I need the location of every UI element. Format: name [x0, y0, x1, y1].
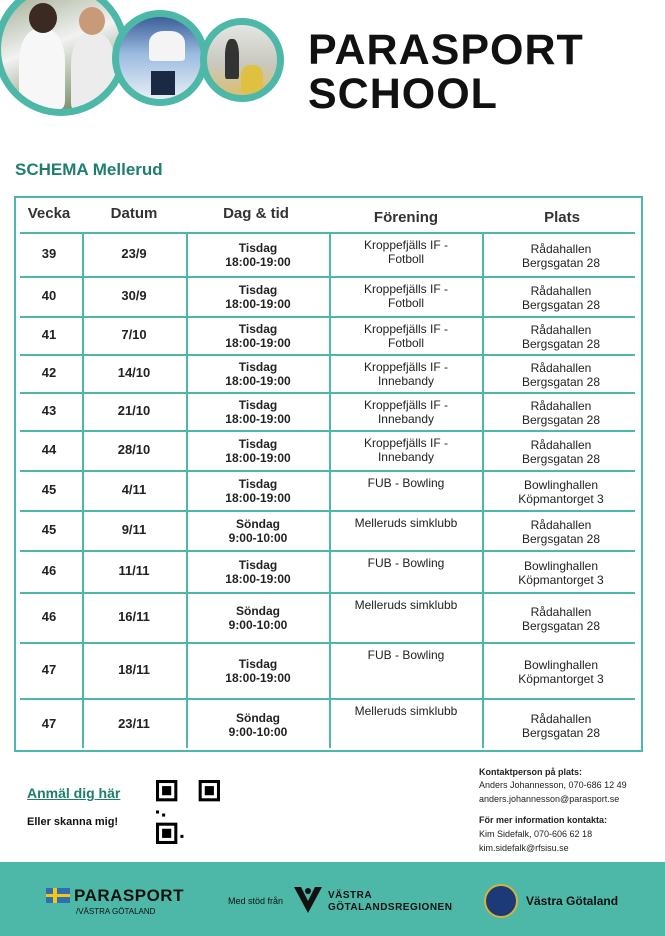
table-row-club	[331, 322, 481, 350]
table-row-daytime	[188, 711, 328, 739]
table-row-club-line1: Melleruds simklubb	[354, 704, 458, 718]
schedule-title: SCHEMA Mellerud	[15, 160, 163, 179]
contact-line-2: Kim Sidefalk, 070-606 62 18	[479, 829, 593, 839]
table-row-date: 14/10	[117, 365, 151, 380]
table-row-place	[484, 438, 638, 466]
table-row-week: 46	[41, 563, 57, 578]
table-row-place-line2: Bergsgatan 28	[521, 619, 601, 633]
table-row-place-line2: Bergsgatan 28	[521, 298, 601, 312]
table-row-day: Tisdag	[238, 558, 278, 572]
table-row-club-line2: Fotboll	[387, 336, 425, 350]
table-row-time: 18:00-19:00	[225, 336, 291, 350]
table-row-place-line2: Bergsgatan 28	[521, 337, 601, 351]
table-row-club-line2: Innebandy	[377, 412, 435, 426]
table-row-club	[331, 238, 481, 266]
table-row-place	[484, 323, 638, 351]
table-row-day: Tisdag	[238, 283, 278, 297]
parasport-logo-name: PARASPORT	[74, 886, 184, 905]
row-divider	[20, 592, 635, 594]
table-row-club	[331, 704, 481, 718]
table-row-place-line2: Bergsgatan 28	[521, 256, 601, 270]
swedish-flag-icon	[46, 888, 70, 903]
row-divider	[20, 698, 635, 700]
table-row-club-line2: Innebandy	[377, 450, 435, 464]
table-row-daytime	[188, 477, 328, 505]
column-header: Förening	[373, 209, 439, 226]
rf-sisu-badge-icon	[484, 884, 518, 918]
table-row-club	[331, 516, 481, 530]
table-row-day: Tisdag	[238, 657, 278, 671]
table-row-week: 45	[41, 522, 57, 537]
page-title	[308, 28, 584, 116]
column-header: Dag & tid	[223, 205, 289, 222]
table-row-daytime	[188, 360, 328, 388]
column-header: Plats	[544, 209, 580, 226]
row-divider	[20, 510, 635, 512]
row-divider	[20, 316, 635, 318]
table-row-date: 28/10	[117, 442, 151, 457]
table-row-day: Söndag	[236, 517, 280, 531]
table-row-club-line1: Melleruds simklubb	[354, 598, 458, 612]
table-row-date: 16/11	[118, 609, 150, 624]
table-row-time: 18:00-19:00	[225, 374, 291, 388]
table-row-time: 9:00-10:00	[228, 531, 288, 545]
table-row-place	[484, 478, 638, 506]
table-row-date: 23/11	[118, 716, 150, 731]
column-header: Vecka	[27, 205, 71, 222]
table-row-club-line1: Melleruds simklubb	[354, 516, 458, 530]
table-row-club-line2: Fotboll	[387, 252, 425, 266]
table-row-place	[484, 242, 638, 270]
table-row-place-line1: Rådahallen	[530, 712, 592, 726]
table-row-place	[484, 284, 638, 312]
table-row-week: 42	[41, 365, 57, 380]
table-row-club-line1: Kroppefjälls IF -	[363, 360, 449, 374]
table-row-daytime	[188, 322, 328, 350]
table-row-time: 9:00-10:00	[228, 618, 288, 632]
row-divider	[20, 276, 635, 278]
table-row-date: 30/9	[121, 288, 147, 303]
table-row-club	[331, 360, 481, 388]
row-divider	[20, 470, 635, 472]
hero-photo-wheelchair	[200, 18, 284, 102]
contact-email-2[interactable]: kim.sidefalk@rfsisu.se	[479, 843, 569, 853]
table-row-place-line1: Rådahallen	[530, 242, 592, 256]
table-row-place	[484, 605, 638, 633]
hero-photo-athletics	[112, 10, 208, 106]
parasport-logo-sub: /VÄSTRA GÖTALAND	[76, 907, 156, 916]
table-row-week: 44	[41, 442, 57, 457]
qr-code[interactable]	[156, 780, 220, 844]
table-row-place-line1: Rådahallen	[530, 399, 592, 413]
table-row-place-line2: Bergsgatan 28	[521, 413, 601, 427]
table-row-time: 18:00-19:00	[225, 572, 291, 586]
table-row-day: Söndag	[236, 711, 280, 725]
table-row-time: 9:00-10:00	[228, 725, 288, 739]
table-row-club	[331, 282, 481, 310]
table-row-week: 43	[41, 403, 57, 418]
table-row-day: Tisdag	[238, 437, 278, 451]
table-row-club-line1: Kroppefjälls IF -	[363, 282, 449, 296]
table-row-day: Tisdag	[238, 360, 278, 374]
table-row-day: Tisdag	[238, 477, 278, 491]
table-row-daytime	[188, 558, 328, 586]
region-name-1: VÄSTRA	[328, 890, 373, 901]
table-row-time: 18:00-19:00	[225, 491, 291, 505]
contact-heading: Kontaktperson på plats:	[479, 767, 583, 777]
table-row-day: Söndag	[236, 604, 280, 618]
table-row-daytime	[188, 604, 328, 632]
table-row-daytime	[188, 241, 328, 269]
table-row-place-line1: Rådahallen	[530, 438, 592, 452]
table-row-place-line2: Köpmantorget 3	[518, 492, 604, 506]
hero-photo-football	[0, 0, 128, 116]
row-divider	[20, 392, 635, 394]
table-row-place-line1: Rådahallen	[530, 323, 592, 337]
table-row-club	[331, 476, 481, 490]
table-row-place-line2: Bergsgatan 28	[521, 532, 601, 546]
scan-label: Eller skanna mig!	[27, 816, 119, 828]
table-row-place-line1: Rådahallen	[530, 605, 592, 619]
table-row-daytime	[188, 398, 328, 426]
table-row-date: 11/11	[118, 563, 150, 578]
table-row-place-line1: Bowlinghallen	[523, 478, 599, 492]
table-row-week: 46	[41, 609, 57, 624]
table-row-day: Tisdag	[238, 241, 278, 255]
parasport-logo	[46, 886, 184, 916]
table-row-time: 18:00-19:00	[225, 412, 291, 426]
region-name-2: GÖTALANDSREGIONEN	[328, 902, 453, 913]
table-row-club	[331, 398, 481, 426]
table-row-week: 41	[41, 327, 57, 342]
table-row-daytime	[188, 657, 328, 685]
table-row-place-line1: Rådahallen	[530, 284, 592, 298]
table-row-place-line1: Rådahallen	[530, 361, 592, 375]
table-row-day: Tisdag	[238, 398, 278, 412]
row-divider	[20, 642, 635, 644]
table-row-club	[331, 436, 481, 464]
table-row-club-line1: Kroppefjälls IF -	[363, 322, 449, 336]
table-row-club	[331, 556, 481, 570]
table-row-place-line2: Köpmantorget 3	[518, 573, 604, 587]
table-row-week: 45	[41, 482, 57, 497]
table-row-week: 39	[41, 246, 57, 261]
table-row-time: 18:00-19:00	[225, 255, 291, 269]
table-row-place-line2: Bergsgatan 28	[521, 726, 601, 740]
page-title-line2: SCHOOL	[308, 70, 498, 118]
table-row-daytime	[188, 283, 328, 311]
table-row-date: 4/11	[121, 482, 147, 497]
row-divider	[20, 430, 635, 432]
table-row-place-line2: Bergsgatan 28	[521, 375, 601, 389]
schedule-table	[14, 196, 643, 752]
table-row-place	[484, 399, 638, 427]
table-row-place	[484, 712, 638, 740]
table-row-time: 18:00-19:00	[225, 297, 291, 311]
table-row-club-line1: Kroppefjälls IF -	[363, 238, 449, 252]
row-divider	[20, 354, 635, 356]
table-row-place-line1: Bowlinghallen	[523, 658, 599, 672]
table-row-place	[484, 559, 638, 587]
table-row-place-line2: Bergsgatan 28	[521, 452, 601, 466]
support-label: Med stöd från	[228, 896, 284, 906]
table-row-place-line1: Bowlinghallen	[523, 559, 599, 573]
table-row-week: 47	[41, 716, 57, 731]
table-row-club-line2: Fotboll	[387, 296, 425, 310]
table-row-place-line1: Rådahallen	[530, 518, 592, 532]
table-row-week: 40	[41, 288, 57, 303]
table-row-week: 47	[41, 662, 57, 677]
table-row-place	[484, 658, 638, 686]
table-row-place	[484, 361, 638, 389]
page-title-line1: PARASPORT	[308, 26, 584, 74]
column-header: Datum	[110, 205, 158, 222]
table-row-club-line2: Innebandy	[377, 374, 435, 388]
table-row-time: 18:00-19:00	[225, 671, 291, 685]
region-logo	[292, 885, 453, 920]
table-row-time: 18:00-19:00	[225, 451, 291, 465]
table-row-club-line1: FUB - Bowling	[367, 648, 445, 662]
table-row-place	[484, 518, 638, 546]
table-row-place-line2: Köpmantorget 3	[518, 672, 604, 686]
table-row-club-line1: Kroppefjälls IF -	[363, 398, 449, 412]
vg-logo-name: Västra Götaland	[526, 894, 619, 908]
table-row-date: 21/10	[117, 403, 151, 418]
table-row-daytime	[188, 437, 328, 465]
table-row-club-line1: FUB - Bowling	[367, 556, 445, 570]
info-heading: För mer information kontakta:	[479, 815, 608, 825]
row-divider	[20, 232, 635, 234]
table-row-club	[331, 598, 481, 612]
register-link[interactable]: Anmäl dig här	[27, 785, 121, 801]
row-divider	[20, 550, 635, 552]
table-row-daytime	[188, 517, 328, 545]
table-row-date: 9/11	[121, 522, 147, 537]
table-row-club	[331, 648, 481, 662]
contact-email-1[interactable]: anders.johannesson@parasport.se	[479, 794, 620, 804]
table-row-day: Tisdag	[238, 322, 278, 336]
table-row-date: 7/10	[121, 327, 147, 342]
region-logo-icon	[292, 885, 324, 915]
contact-line-1: Anders Johannesson, 070-686 12 49	[479, 780, 627, 790]
table-row-date: 18/11	[118, 662, 150, 677]
table-row-date: 23/9	[121, 246, 147, 261]
table-row-club-line1: FUB - Bowling	[367, 476, 445, 490]
table-row-club-line1: Kroppefjälls IF -	[363, 436, 449, 450]
